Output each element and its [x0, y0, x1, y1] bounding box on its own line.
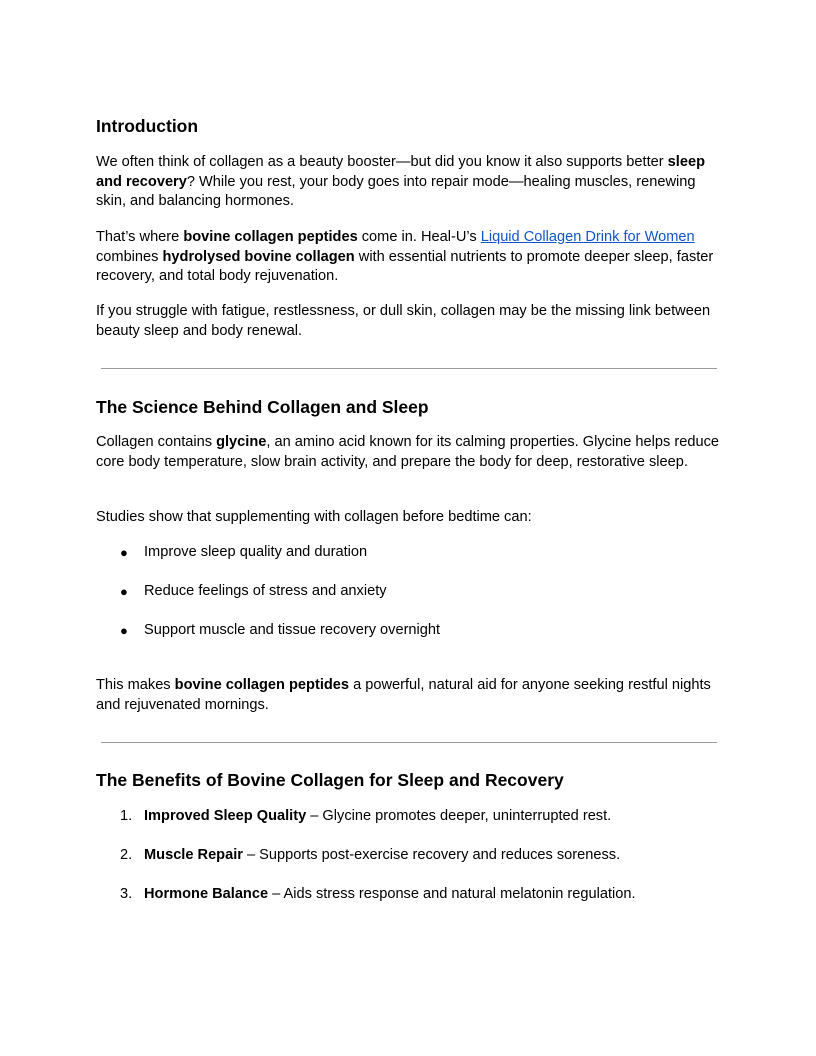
text-run: That’s where	[96, 229, 184, 245]
intro-heading: Introduction	[96, 116, 199, 136]
text-run: combines	[96, 248, 163, 265]
text-run: – Aids stress response and natural melatonin regulation.	[268, 886, 636, 902]
science-heading: The Science Behind Collagen and Sleep	[96, 397, 429, 417]
section-divider	[101, 742, 717, 743]
product-link[interactable]: Liquid Collagen Drink for Women	[480, 229, 695, 245]
list-item-text	[144, 846, 620, 866]
bold-run: sleep and recovery	[96, 154, 705, 190]
text-run: a powerful, natural aid for anyone seeking restful nights and rejuvenated mornings.	[96, 677, 711, 713]
science-paragraph-2: Studies show that supplementing with collagen before bedtime can:	[96, 509, 532, 525]
list-item-text: Reduce feelings of stress and anxiety	[144, 583, 387, 599]
text-run: ? While you rest, your body goes into repair mode—healing muscles, renewing skin, and balancing hormones.	[96, 173, 696, 209]
text-run: , an amino acid known for its calming properties. Glycine helps reduce core body temperature, slow brain activity, and prepare the body for deep, restorative sleep.	[96, 434, 720, 470]
text-run: – Glycine promotes deeper, uninterrupted rest.	[306, 808, 612, 824]
bold-run: hydrolysed bovine collagen	[162, 248, 355, 265]
list-number: 1.	[120, 808, 133, 824]
list-item-text: Improve sleep quality and duration	[144, 544, 368, 560]
intro-paragraph-1	[96, 153, 720, 212]
intro-paragraph-3: If you struggle with fatigue, restlessness, or dull skin, collagen may be the missing link between beauty sleep and body renewal.	[96, 303, 711, 339]
bold-run: Improved Sleep Quality	[144, 808, 307, 824]
benefits-heading: The Benefits of Bovine Collagen for Sleep and Recovery	[96, 770, 564, 790]
bullet-marker: ●	[120, 545, 128, 560]
intro-paragraph-2	[96, 228, 720, 287]
list-number: 2.	[120, 847, 133, 863]
text-run: Collagen contains	[96, 434, 217, 450]
text-run: – Supports post-exercise recovery and reduces soreness.	[242, 847, 621, 863]
bullet-marker: ●	[120, 623, 128, 638]
text-run: This makes	[96, 677, 175, 693]
science-paragraph-3	[96, 676, 720, 715]
bold-run: Hormone Balance	[144, 886, 269, 902]
text-run: We often think of collagen as a beauty booster—but did you know it also supports better	[96, 154, 668, 170]
list-item-text: Support muscle and tissue recovery overnight	[144, 622, 441, 638]
section-divider	[101, 368, 717, 369]
bullet-marker: ●	[120, 584, 128, 599]
science-paragraph-1	[96, 433, 720, 472]
bold-run: bovine collagen peptides	[183, 229, 358, 245]
list-number: 3.	[120, 886, 133, 902]
list-item-text	[144, 807, 611, 827]
bold-run: glycine	[216, 434, 267, 450]
bold-run: Muscle Repair	[144, 847, 243, 863]
text-run: come in. Heal-U’s	[357, 229, 481, 245]
list-item-text	[144, 885, 636, 905]
bold-run: bovine collagen peptides	[174, 677, 350, 693]
text-run: with essential nutrients to promote deeper sleep, faster recovery, and total body rejuvenation.	[96, 248, 714, 284]
